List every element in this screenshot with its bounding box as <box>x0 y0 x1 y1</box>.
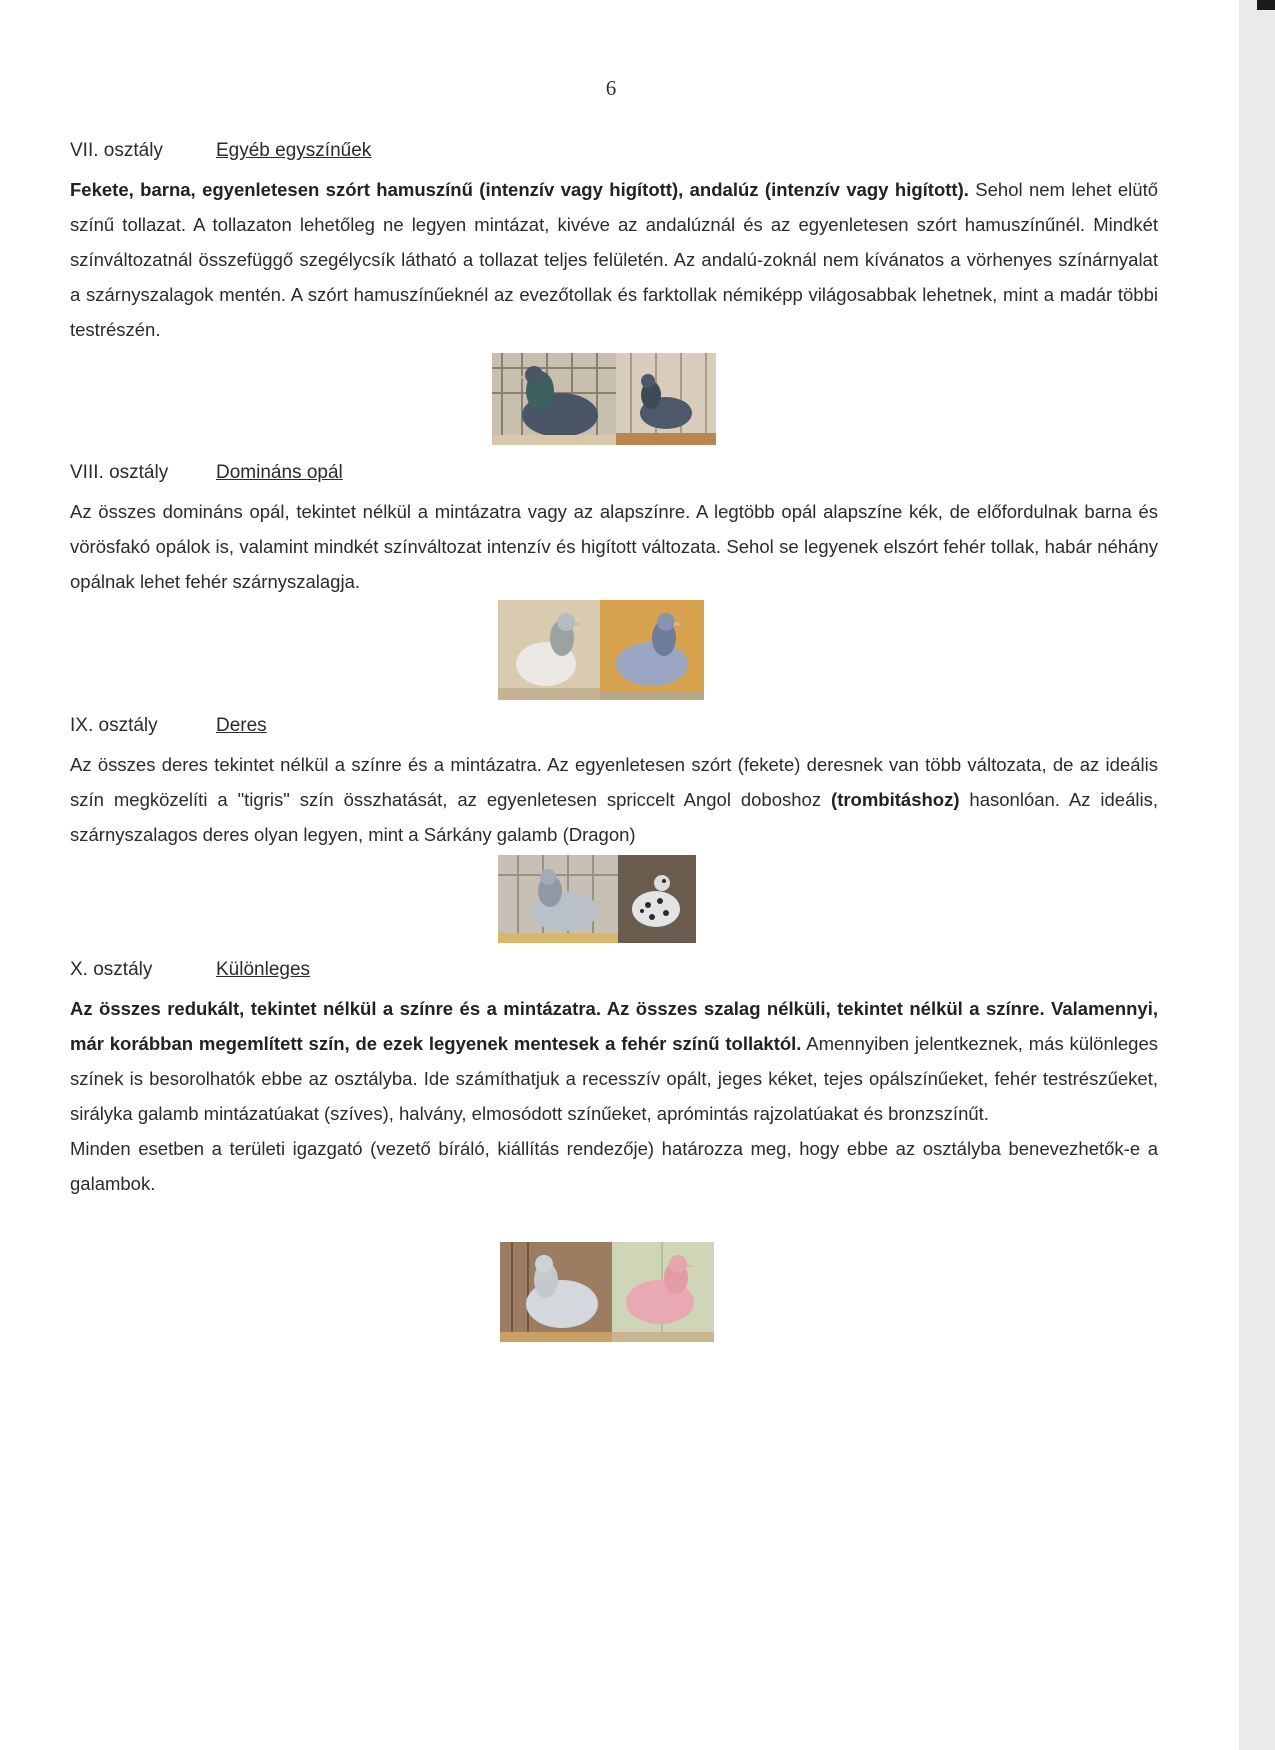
photo-pair-viii <box>498 600 704 700</box>
section-body <box>70 991 1158 1201</box>
section-vii <box>70 138 1158 347</box>
paragraph-text: Amennyiben jelentkeznek, más különleges színek is besorolhatók ebbe az osztályba. Ide számíthatjuk a recesszív opált, jeges kéket, tejes opálszínűeket, fehér testrészűeket, sirályka galamb mintázatúakat (szíves), halvány, elmosódott színűeket, aprómintás rajzolatúakat és bronzszínűt. <box>70 1033 1158 1124</box>
scan-edge-mark <box>1257 0 1275 10</box>
photo-pair-ix <box>498 855 696 943</box>
section-body <box>70 494 1158 599</box>
class-label: VIII. osztály <box>70 462 169 483</box>
bold-text-after: (trombitáshoz) <box>831 789 960 810</box>
white-opal-pigeon-photo <box>498 600 600 700</box>
section-heading <box>70 460 1158 486</box>
section-heading <box>70 713 1158 739</box>
scan-edge <box>1239 0 1275 1750</box>
section-heading <box>70 138 1158 164</box>
class-label: IX. osztály <box>70 715 158 736</box>
class-title: Domináns opál <box>216 462 343 483</box>
paragraph <box>70 172 1158 347</box>
bold-text: Fekete, barna, egyenletesen szórt hamuszínű (intenzív vagy higított), andalúz (intenzív vagy higított). <box>70 179 969 200</box>
section-body <box>70 172 1158 347</box>
grizzle-pigeon-photo <box>498 855 618 943</box>
class-label: X. osztály <box>70 959 153 980</box>
paragraph <box>70 494 1158 599</box>
paragraph-text-after: hasonlóan. Az ideális, szárnyszalagos deres olyan legyen, mint a Sárkány galamb (Dragon) <box>70 789 1158 845</box>
paragraph <box>70 747 1158 852</box>
class-title: Különleges <box>216 959 311 980</box>
photo-pair-vii <box>492 353 716 445</box>
blue-checker-pigeon-photo <box>492 353 616 445</box>
section-body <box>70 747 1158 852</box>
bold-text: Az összes redukált, tekintet nélkül a színre és a mintázatra. Az összes szalag nélküli, tekintet nélkül a színre. Valamennyi, már korábban megemlített szín, de ezek legyenek mentesek a fehér színű tollaktól. <box>70 998 1158 1054</box>
section-x <box>70 957 1158 1201</box>
dark-pigeon-photo <box>616 353 716 445</box>
class-label: VII. osztály <box>70 140 163 161</box>
blue-opal-pigeon-photo <box>600 600 704 700</box>
paragraph-text: Az összes deres tekintet nélkül a színre és a mintázatra. Az egyenletesen szórt (fekete) deresnek van több változata, de az ideális szín megközelíti a "tigris" szín összhatását, az egyenletesen spriccelt Angol doboshoz <box>70 754 1158 810</box>
page-number: 6 <box>605 76 617 100</box>
paragraph <box>70 991 1158 1131</box>
spotted-pigeon-photo <box>618 855 696 943</box>
pale-pigeon-photo <box>500 1242 612 1342</box>
paragraph <box>70 1131 1158 1201</box>
class-title: Deres <box>216 715 267 736</box>
section-ix <box>70 713 1158 852</box>
paragraph-text: Sehol nem lehet elütő színű tollazat. A tollazaton lehetőleg ne legyen mintázat, kivéve az andalúznál és az egyenletesen szórt hamuszínűnél. Mindkét színváltozatnál összefüggő szegélycsík látható a tollazat teljes felületén. Az andalú-zoknál nem kívánatos a vörhenyes színárnyalat a szárnyszalagok mentén. A szórt hamuszínűeknél az evezőtollak és farktollak némiképp világosabbak lehetnek, mint a madár többi testrészén. <box>70 179 1158 340</box>
section-viii <box>70 460 1158 599</box>
paragraph-text: Az összes domináns opál, tekintet nélkül a mintázatra vagy az alapszínre. A legtöbb opál alapszíne kék, de előfordulnak barna és vörösfakó opálok is, valamint mindkét színváltozat intenzív és higított változata. Sehol se legyenek elszórt fehér tollak, habár néhány opálnak lehet fehér szárnyszalagja. <box>70 501 1158 592</box>
pink-pigeon-photo <box>612 1242 714 1342</box>
photo-pair-x <box>500 1242 714 1342</box>
class-title: Egyéb egyszínűek <box>216 140 372 161</box>
section-heading <box>70 957 1158 983</box>
paragraph-text: Minden esetben a területi igazgató (vezető bíráló, kiállítás rendezője) határozza meg, hogy ebbe az osztályba benevezhetők-e a galambok. <box>70 1138 1158 1194</box>
